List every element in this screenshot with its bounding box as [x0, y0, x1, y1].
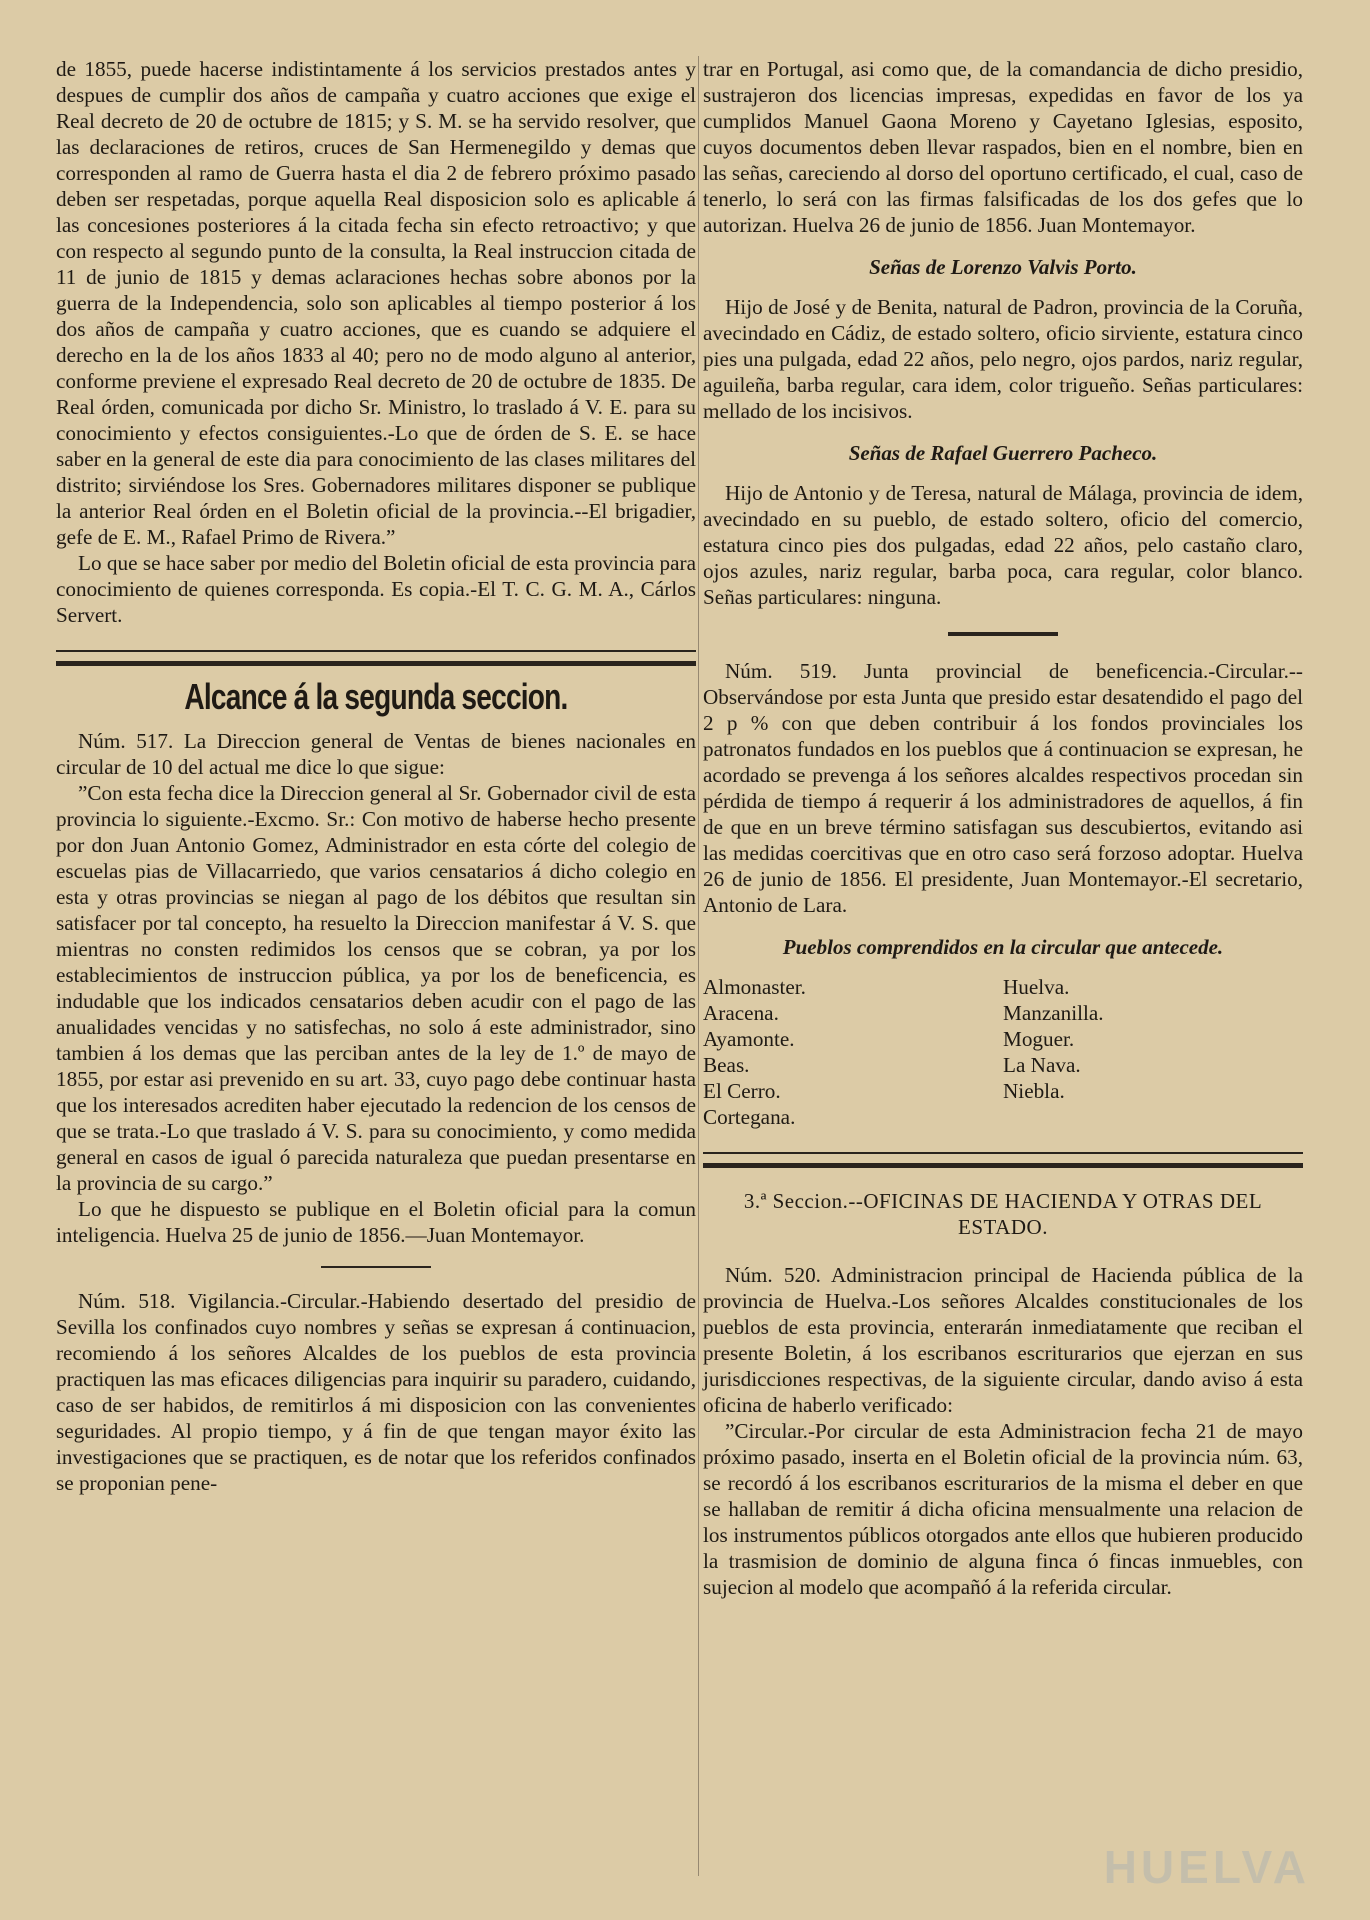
- notice-517-close: Lo que he dispuesto se publique en el Boletin oficial para la comun inteligencia. Huelva 25 de junio de 1856.—Juan Montemayor.: [56, 1197, 696, 1247]
- town-item: Aracena.: [703, 1001, 779, 1025]
- right-column: [703, 56, 1303, 1600]
- left-column: [56, 56, 696, 1496]
- notice-520: Núm. 520. Administracion principal de Hacienda pública de la provincia de Huelva.-Los señores Alcaldes constitucionales de los pueblos de esta provincia, enterarán inmediatamente que reciban el presente Boletin, á los escribanos escriturarios que ejerzan en sus jurisdicciones respectivas, de la siguiente circular, dando aviso á esta oficina de haberlo verificado:: [703, 1263, 1303, 1417]
- notice-519: Núm. 519. Junta provincial de beneficencia.-Circular.--Observándose por esta Junta que presido estar desatendido el pago del 2 p % con que deben contribuir á los fondos provinciales los patronatos fundados en los pueblos que á continuacion se expresan, he acordado se prevenga á los señores alcaldes respectivos procedan sin pérdida de tiempo á requerir á los administradores de aquellos, á fin de que en un breve término satisfagan sus descubiertos, evitando asi las medidas coercitivas que en otro caso será forzoso adoptar. Huelva 26 de junio de 1856. El presidente, Juan Montemayor.-El secretario, Antonio de Lara.: [703, 659, 1303, 917]
- notice-517: Núm. 517. La Direccion general de Ventas de bienes nacionales en circular de 10 del actual me dice lo que sigue:: [56, 729, 696, 779]
- town-item: Ayamonte.: [703, 1027, 795, 1051]
- section-rule: [703, 1152, 1303, 1168]
- town-item: Cortegana.: [703, 1105, 796, 1129]
- heading-guerrero: Señas de Rafael Guerrero Pacheco.: [848, 441, 1158, 465]
- town-item: Moguer.: [1003, 1027, 1075, 1051]
- town-item: Huelva.: [1003, 975, 1070, 999]
- town-item: Beas.: [703, 1053, 750, 1077]
- towns-list: [703, 974, 1303, 1130]
- town-item: Manzanilla.: [1003, 1001, 1104, 1025]
- short-rule: [948, 632, 1058, 636]
- section-rule: [56, 650, 696, 666]
- short-rule: [321, 1266, 431, 1268]
- description-guerrero: Hijo de Antonio y de Teresa, natural de Málaga, provincia de idem, avecindado en su pueblo, de estado soltero, oficio del comercio, estatura cinco pies dos pulgadas, edad 22 años, pelo castaño claro, ojos azules, nariz regular, barba poca, cara regular, color blanco. Señas particulares: ninguna.: [703, 481, 1303, 609]
- watermark-logo: HUELVA: [1103, 1841, 1310, 1893]
- column-divider: [698, 56, 699, 1876]
- towns-column-a: [703, 974, 1003, 1130]
- notice-518: Núm. 518. Vigilancia.-Circular.-Habiendo desertado del presidio de Sevilla los confinados cuyo nombres y señas se expresan á continuacion, recomiendo á los señores Alcaldes de los pueblos de esta provincia practiquen las mas eficaces diligencias para inquirir su paradero, cuidando, caso de ser habidos, de remitirlos á mi disposicion con las convenientes seguridades. Al propio tiempo, y á fin de que tengan mayor éxito las investigaciones que se practiquen, es de notar que los referidos confinados se proponian pene-: [56, 1289, 696, 1495]
- heading-valvis: Señas de Lorenzo Valvis Porto.: [869, 255, 1137, 279]
- notice-517-quote: ”Con esta fecha dice la Direccion general al Sr. Gobernador civil de esta provincia lo siguiente.-Excmo. Sr.: Con motivo de haberse hecho presente por don Juan Antonio Gomez, Administrador en esta córte del colegio de escuelas pias de Villacarriedo, que varios censatarios á dicho colegio en esta y otras provincias se niegan al pago de los débitos que resultan sin satisfacer por tal concepto, ha resuelto la Direccion manifestar á V. S. que mientras no consten redimidos los censos que se cobran, ya por los establecimientos de instruccion pública, ya por los de beneficencia, es indudable que los indicados censatarios deben acudir con el pago de las anualidades vencidas y no satisfechas, no solo á este administrador, sino tambien á los demas que las perciban antes de la ley de 1.º de mayo de 1855, por estar asi prevenido en su art. 33, cuyo pago debe continuar hasta que los interesados acrediten haber ejecutado la redencion de los censos de que se trata.-Lo que traslado á V. S. para su conocimiento, y como medida general en casos de igual ó parecida naturaleza que puedan presentarse en la provincia de su cargo.”: [56, 781, 696, 1195]
- description-valvis: Hijo de José y de Benita, natural de Padron, provincia de la Coruña, avecindado en Cádiz, de estado soltero, oficio sirviente, estatura cinco pies una pulgada, edad 22 años, pelo negro, ojos pardos, nariz regular, aguileña, barba regular, cara idem, color trigueño. Señas particulares: mellado de los incisivos.: [703, 295, 1303, 423]
- town-item: Niebla.: [1003, 1079, 1065, 1103]
- continuation-paragraph: trar en Portugal, asi como que, de la comandancia de dicho presidio, sustrajeron dos licencias impresas, expedidas en favor de los ya cumplidos Manuel Gaona Moreno y Cayetano Iglesias, esposito, cuyos documentos deben llevar raspados, bien en el nombre, bien en las señas, careciendo al dorso del oportuno certificado, el cual, caso de tenerlo, lo será con las firmas falsificadas de los dos gefes que lo autorizan. Huelva 26 de junio de 1856. Juan Montemayor.: [703, 57, 1303, 237]
- notice-520-quote: ”Circular.-Por circular de esta Administracion fecha 21 de mayo próximo pasado, inserta en el Boletin oficial de la provincia núm. 63, se recordó á los escribanos escriturarios de la misma el deber en que se hallaban de remitir á dicha oficina mensualmente una relacion de los instrumentos públicos otorgados ante ellos que hubieren producido la trasmision de dominio de alguna finca ó fincas inmuebles, con sujecion al modelo que acompañó á la referida circular.: [703, 1419, 1303, 1599]
- heading-pueblos: Pueblos comprendidos en la circular que antecede.: [782, 935, 1224, 959]
- town-item: La Nava.: [1003, 1053, 1081, 1077]
- intro-paragraph: de 1855, puede hacerse indistintamente á los servicios prestados antes y despues de cumplir dos años de campaña y cuatro acciones que exige el Real decreto de 20 de octubre de 1815; y S. M. se ha servido resolver, que las declaraciones de retiros, cruces de San Hermenegildo y demas que corresponden al ramo de Guerra hasta el dia 2 de febrero próximo pasado deben ser respetadas, porque aquella Real disposicion solo es aplicable á las concesiones posteriores á la citada fecha sin efecto retroactivo; y que con respecto al segundo punto de la consulta, la Real instruccion citada de 11 de junio de 1815 y demas aclaraciones hechas sobre abonos por la guerra de la Independencia, solo son aplicables al tiempo posterior á los dos años de campaña y cuatro acciones, que es cuando se adquiere el derecho en la de los años 1833 al 40; pero no de modo alguno al anterior, conforme previene el expresado Real decreto de 20 de octubre de 1835. De Real órden, comunicada por dicho Sr. Ministro, lo traslado á V. E. para su conocimiento y efectos consiguientes.-Lo que de órden de S. E. se hace saber en la general de este dia para conocimiento de las clases militares del distrito; sirviéndose los Sres. Gobernadores militares disponer se publique la anterior Real órden en el Boletin oficial de la provincia.--El brigadier, gefe de E. M., Rafael Primo de Rivera.”: [56, 57, 696, 549]
- intro-paragraph-2: Lo que se hace saber por medio del Boletin oficial de esta provincia para conocimiento de quienes corresponda. Es copia.-El T. C. G. M. A., Cárlos Servert.: [56, 551, 696, 627]
- towns-column-b: [1003, 974, 1303, 1130]
- town-item: El Cerro.: [703, 1079, 781, 1103]
- section-title: Alcance á la segunda seccion.: [184, 676, 568, 717]
- town-item: Almonaster.: [703, 975, 806, 999]
- section-3-title: 3.ª Seccion.--OFICINAS DE HACIENDA Y OTRAS DEL ESTADO.: [743, 1189, 1263, 1239]
